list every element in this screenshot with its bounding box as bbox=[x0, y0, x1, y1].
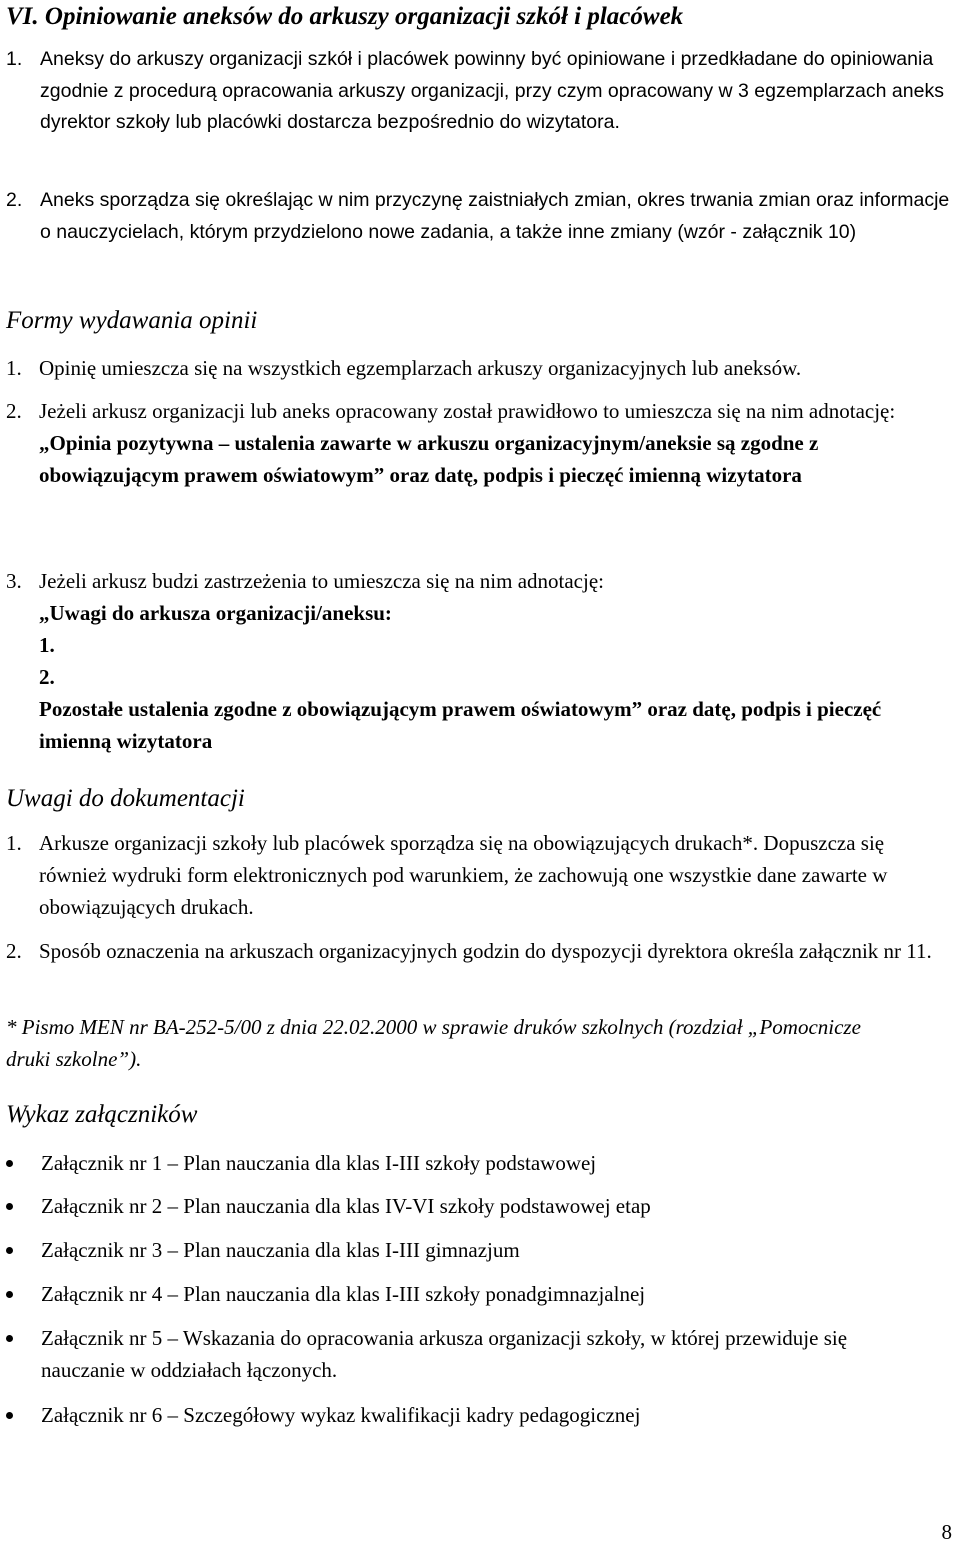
notes-item-2-text: Sposób oznaczenia na arkuszach organizacyjnych godzin do dyspozycji dyrektora określa załącznik nr 11. bbox=[39, 939, 932, 963]
section-item-2-text: Aneks sporządza się określając w nim przyczynę zaistniałych zmian, okres trwania zmian oraz informacje o nauczycielach, którym przydzielono nowe zadania, a także inne zmiany (wzór - załącznik 10) bbox=[40, 189, 950, 243]
notes-heading: Uwagi do dokumentacji bbox=[6, 785, 245, 812]
forms-item-1-number: 1. bbox=[6, 356, 22, 380]
section-item-1 bbox=[6, 44, 956, 139]
forms-item-2-annotation: „Opinia pozytywna – ustalenia zawarte w arkuszu organizacyjnym/aneksie są zgodne z obowiązującym prawem oświatowym” oraz datę, podpis i pieczęć imienną wizytatora bbox=[39, 431, 819, 487]
attachment-item-4: Załącznik nr 4 – Plan nauczania dla klas I-III szkoły ponadgimnazjalnej bbox=[41, 1282, 646, 1306]
attachment-item-6: Załącznik nr 6 – Szczegółowy wykaz kwalifikacji kadry pedagogicznej bbox=[41, 1403, 641, 1427]
notes-item-2 bbox=[6, 935, 956, 967]
notes-item-1-number: 1. bbox=[6, 831, 22, 855]
forms-item-3-number: 3. bbox=[6, 569, 22, 593]
footnote: * Pismo MEN nr BA-252-5/00 z dnia 22.02.2000 w sprawie druków szkolnych (rozdział „Pomocnicze druki szkolne”). bbox=[6, 1015, 861, 1071]
attachment-item-5: Załącznik nr 5 – Wskazania do opracowania arkusza organizacji szkoły, w której przewiduje się nauczanie w oddziałach łączonych. bbox=[41, 1326, 848, 1382]
bullet-icon bbox=[6, 1291, 16, 1301]
section-item-2 bbox=[6, 185, 956, 248]
attachments-heading: Wykaz załączników bbox=[6, 1101, 198, 1128]
attachment-item-1: Załącznik nr 1 – Plan nauczania dla klas I-III szkoły podstawowej bbox=[41, 1151, 597, 1175]
section-item-1-text: Aneksy do arkuszy organizacji szkół i placówek powinny być opiniowane i przedkładane do opiniowania zgodnie z procedurą opracowania arkuszy organizacji, przy czym opracowany w 3 egzemplarzach aneks dyrektor szkoły lub placówki dostarcza bezpośrednio do wizytatora. bbox=[40, 48, 944, 133]
forms-item-3-annotation: „Uwagi do arkusza organizacji/aneksu: bbox=[39, 601, 392, 625]
forms-item-3-text: Jeżeli arkusz budzi zastrzeżenia to umieszcza się na nim adnotację: bbox=[39, 569, 604, 593]
section-item-2-number: 2. bbox=[6, 189, 23, 211]
forms-item-3-sub-2: 2. bbox=[39, 665, 55, 689]
forms-item-2-number: 2. bbox=[6, 399, 22, 423]
bullet-icon bbox=[6, 1160, 16, 1170]
notes-item-1-text: Arkusze organizacji szkoły lub placówek sporządza się na obowiązujących drukach*. Dopuszcza się również wydruki form elektronicznych pod warunkiem, że zachowują one wszystkie dane zawarte w obowiązujących drukach. bbox=[39, 831, 888, 919]
attachment-item-3: Załącznik nr 3 – Plan nauczania dla klas I-III gimnazjum bbox=[41, 1238, 520, 1262]
bullet-icon bbox=[6, 1247, 16, 1257]
forms-heading: Formy wydawania opinii bbox=[6, 307, 258, 334]
section-item-1-number: 1. bbox=[6, 48, 23, 70]
page-number: 8 bbox=[941, 1520, 952, 1544]
forms-item-1-text: Opinię umieszcza się na wszystkich egzemplarzach arkuszy organizacyjnych lub aneksów. bbox=[39, 356, 802, 380]
forms-item-2-text: Jeżeli arkusz organizacji lub aneks opracowany został prawidłowo to umieszcza się na nim adnotację: bbox=[39, 399, 896, 423]
forms-item-3 bbox=[6, 565, 956, 757]
attachment-item-2: Załącznik nr 2 – Plan nauczania dla klas IV-VI szkoły podstawowej etap bbox=[41, 1194, 651, 1218]
forms-item-1 bbox=[6, 352, 956, 384]
bullet-icon bbox=[6, 1412, 16, 1422]
forms-item-2 bbox=[6, 395, 956, 491]
bullet-icon bbox=[6, 1203, 16, 1213]
bullet-icon bbox=[6, 1335, 16, 1345]
forms-item-3-sub-1: 1. bbox=[39, 633, 55, 657]
section-title: VI. Opiniowanie aneksów do arkuszy organizacji szkół i placówek bbox=[6, 3, 684, 30]
forms-item-3-closing: Pozostałe ustalenia zgodne z obowiązującym prawem oświatowym” oraz datę, podpis i pieczęć imienną wizytatora bbox=[39, 697, 882, 753]
notes-item-2-number: 2. bbox=[6, 939, 22, 963]
notes-item-1 bbox=[6, 827, 956, 923]
